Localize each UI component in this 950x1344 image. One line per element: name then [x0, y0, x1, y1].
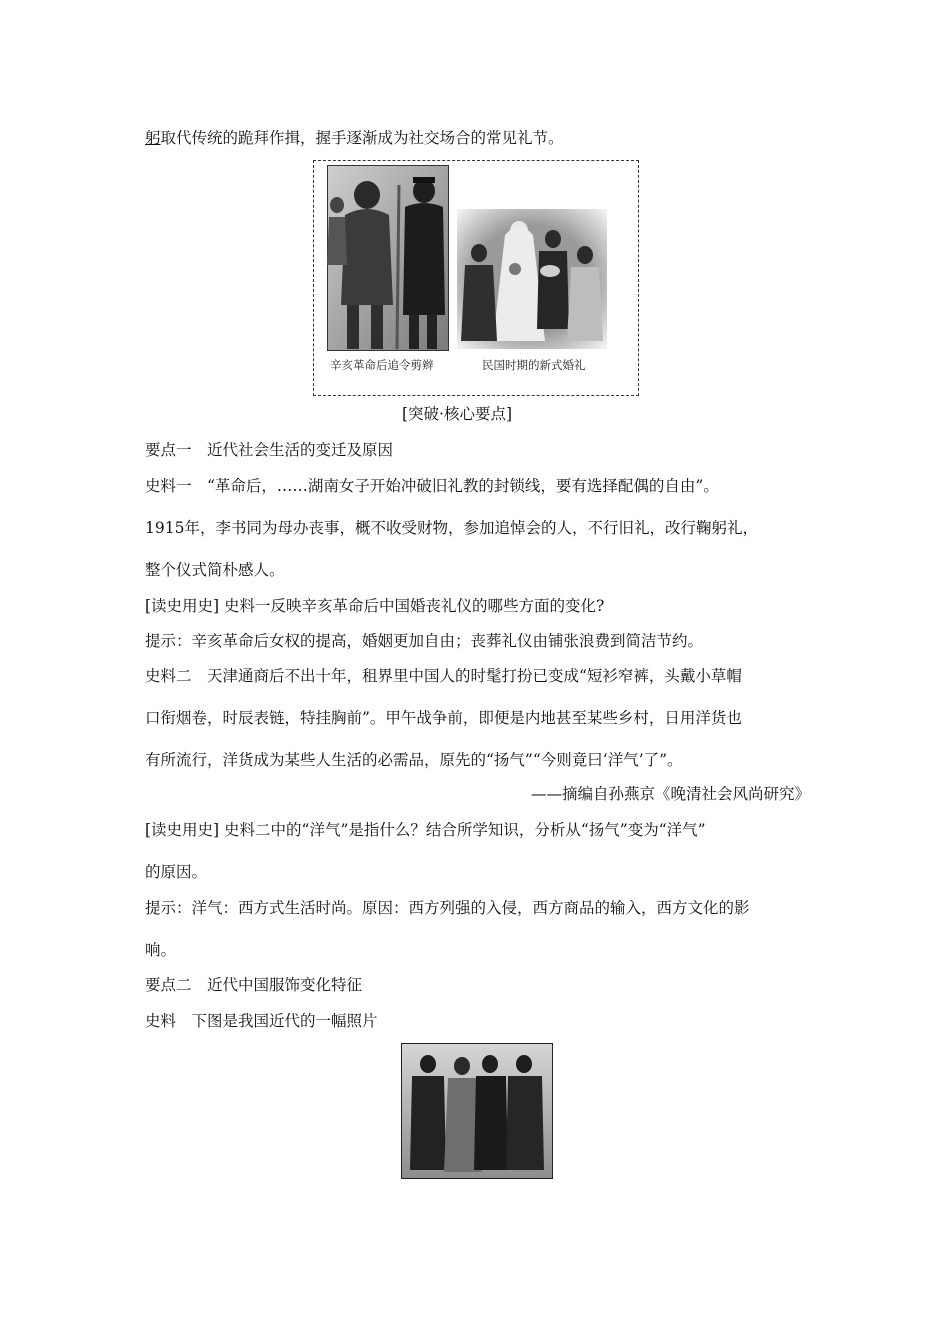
material-two-line-2: 口衔烟卷，时辰表链，特挂胸前”。甲午战争前，即便是内地甚至某些乡村，日用洋货也 — [145, 709, 742, 727]
material-three: 史料 下图是我国近代的一幅照片 — [145, 1012, 378, 1030]
material-one-line-2: 1915年，李书同为母办丧事，概不收受财物，参加追悼会的人，不行旧礼，改行鞠躬礼， — [145, 519, 758, 537]
point-two-heading: 要点二 近代中国服饰变化特征 — [145, 976, 363, 994]
question-two-line-2: 的原因。 — [145, 863, 208, 881]
hint-one: 提示：辛亥革命后女权的提高，婚姻更加自由；丧葬礼仪由铺张浪费到简洁节约。 — [145, 632, 704, 650]
caption-right: 民国时期的新式婚礼 — [482, 358, 586, 372]
point-one-heading: 要点一 近代社会生活的变迁及原因 — [145, 441, 394, 459]
material-two-line-1: 史料二 天津通商后不出十年，租界里中国人的时髦打扮已变成“短衫窄裤，头戴小草帽 — [145, 667, 742, 685]
material-two-line-3: 有所流行，洋货成为某些人生活的必需品，原先的“扬气”“今则竟曰‘洋气’了”。 — [145, 751, 683, 769]
photo-new-wedding — [457, 209, 607, 349]
caption-left: 辛亥革命后追令剪辫 — [330, 358, 434, 372]
figure-box — [313, 160, 639, 396]
material-one-line-3: 整个仪式简朴感人。 — [145, 561, 285, 579]
question-one: [读史用史] 史料一反映辛亥革命后中国婚丧礼仪的哪些方面的变化? — [145, 597, 605, 615]
underlined-char: 躬 — [145, 129, 161, 147]
section-title: [突破·核心要点] — [402, 405, 513, 423]
hint-two-line-2: 响。 — [145, 941, 177, 959]
question-two-line-1: [读史用史] 史料二中的“洋气”是指什么？结合所学知识，分析从“扬气”变为“洋气” — [145, 821, 706, 839]
photo-queue-cutting — [327, 165, 449, 351]
text-line-intro — [145, 128, 564, 148]
source-citation: ——摘编自孙燕京《晚清社会风尚研究》 — [530, 785, 810, 803]
photo-group-portrait — [401, 1043, 553, 1179]
hint-two-line-1: 提示：洋气：西方式生活时尚。原因：西方列强的入侵，西方商品的输入，西方文化的影 — [145, 899, 750, 917]
text-span: 取代传统的跪拜作揖，握手逐渐成为社交场合的常见礼节。 — [160, 129, 564, 147]
material-one-line-1: 史料一 “革命后，……湖南女子开始冲破旧礼教的封锁线，要有选择配偶的自由”。 — [145, 477, 719, 495]
